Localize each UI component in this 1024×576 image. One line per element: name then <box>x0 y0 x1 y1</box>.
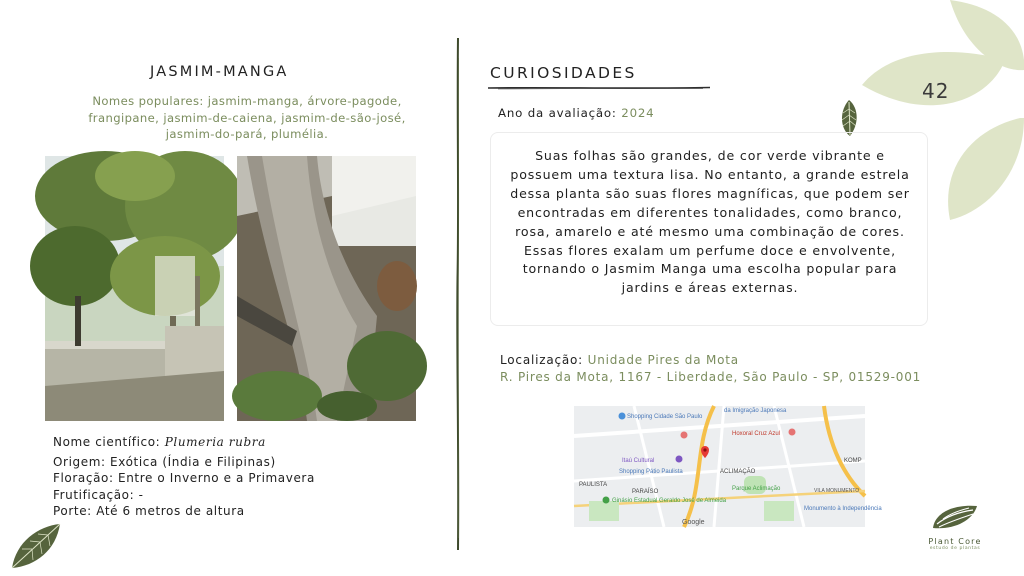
scientific-name-row <box>53 434 315 451</box>
plant-title: JASMIM-MANGA <box>150 64 289 80</box>
flowering-row: Floração: Entre o Inverno e a Primavera <box>53 471 315 486</box>
evaluation-year <box>498 106 655 120</box>
map-label-paraiso: PARAÍSO <box>632 489 659 495</box>
map-label-vila-monumento: VILA MONUMENTO <box>814 488 860 494</box>
page-number: 42 <box>922 79 950 103</box>
address: R. Pires da Mota, 1167 - Liberdade, São Paulo - SP, 01529-001 <box>500 369 922 384</box>
map-label-aclimacao: ACLIMAÇÃO <box>720 469 756 475</box>
bottom-left-leaf-icon <box>8 522 62 572</box>
logo-tagline: estudo de plantas <box>929 546 981 551</box>
fruiting-row: Frutificação: - <box>53 487 144 502</box>
scientific-name-label: Nome científico: <box>53 435 165 449</box>
column-divider <box>454 38 462 550</box>
year-label: Ano da avaliação: <box>498 106 622 120</box>
location-value: Unidade Pires da Mota <box>587 353 739 367</box>
plant-info <box>53 434 315 520</box>
tree-trunk-photo <box>237 156 416 421</box>
map-label-paulista: PAULISTA <box>579 482 608 488</box>
map-label-monumento: Monumento à Independência <box>804 506 882 512</box>
logo-name: Plant Core <box>928 537 982 546</box>
location-block <box>500 352 921 385</box>
logo-leaf-icon <box>929 502 981 532</box>
tree-canopy-photo <box>45 156 224 421</box>
scientific-name-value: Plumeria rubra <box>164 435 266 449</box>
map-label-shopping-patio: Shopping Pátio Paulista <box>619 469 683 475</box>
size-row: Porte: Até 6 metros de altura <box>53 504 245 519</box>
curiosities-title: CURIOSIDADES <box>490 64 637 82</box>
map-label-hoxoral: Hoxoral Cruz Azul <box>732 431 781 437</box>
popular-names: Nomes populares: jasmim-manga, árvore-pagode, frangipane, jasmim-de-caiena, jasmim-de-são-josé, jasmim-do-pará, plumélia. <box>88 94 406 141</box>
location-map[interactable] <box>574 406 882 527</box>
map-label-imigracao: da Imigração Japonesa <box>724 408 787 414</box>
map-label-shopping-cidade: Shopping Cidade São Paulo <box>627 414 703 420</box>
origin-row: Origem: Exótica (Índia e Filipinas) <box>53 454 276 469</box>
map-label-parque: Parque Aclimação <box>732 486 781 492</box>
map-google-logo: Google <box>682 519 705 526</box>
map-label-komp: KOMP <box>844 458 862 464</box>
description-text: Suas folhas são grandes, de cor verde vibrante e possuem uma textura lisa. No entanto, a grande estrela dessa planta são suas flores magníficas, que podem ser encontradas em diferentes tonalidades, como branco, rosa, amarelo e até mesmo uma combinação de cores. Essas flores exalam um perfume doce e envolvente, tornando o Jasmim Manga uma escolha popular para jardins e áreas externas. <box>510 148 910 296</box>
map-label-ginasio: Ginásio Estadual Geraldo José de Almeida <box>612 498 727 504</box>
map-label-itau: Itaú Cultural <box>622 458 655 464</box>
year-value: 2024 <box>621 106 655 120</box>
title-underline <box>488 85 710 91</box>
plant-core-logo <box>924 502 986 551</box>
location-label: Localização: <box>500 353 588 367</box>
